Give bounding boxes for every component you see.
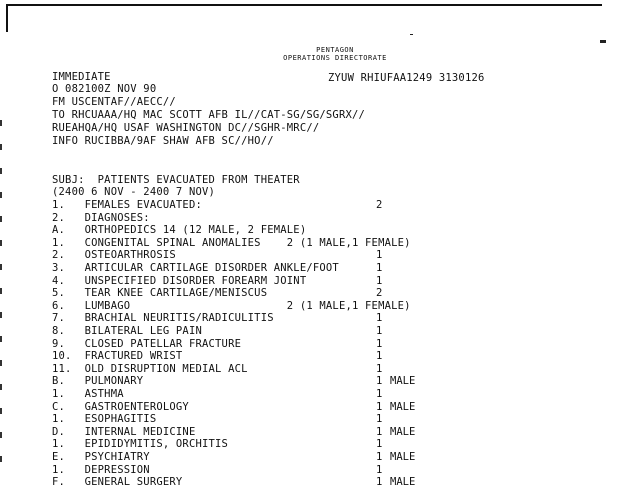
list-item-count: 2 [376, 287, 383, 299]
list-item-note: MALE [390, 401, 416, 413]
list-item-text: B. PULMONARY [52, 375, 144, 387]
to-line-2: RUEAHQA/HQ USAF WASHINGTON DC//SGHR-MRC// [52, 122, 320, 134]
list-item-note: MALE [390, 375, 416, 387]
list-item-text: 11. OLD DISRUPTION MEDIAL ACL [52, 363, 248, 375]
list-item-count: 1 [376, 476, 383, 488]
list-item-count: 1 [376, 338, 383, 350]
list-item-count: 1 [376, 350, 383, 362]
list-item-count: 1 [376, 262, 383, 274]
scan-border-top [6, 4, 602, 6]
list-item-count: 1 [376, 363, 383, 375]
list-item-text: 5. TEAR KNEE CARTILAGE/MENISCUS [52, 287, 268, 299]
list-item-text: 2. DIAGNOSES: [52, 212, 150, 224]
letterhead-org: PENTAGON [316, 46, 354, 54]
list-item-count: 1 [376, 464, 383, 476]
document-letterhead [0, 46, 640, 62]
list-item-note: MALE [390, 451, 416, 463]
scan-border-left [6, 4, 8, 32]
list-item-text: 8. BILATERAL LEG PAIN [52, 325, 202, 337]
list-item-count: 1 [376, 275, 383, 287]
info-line: INFO RUCIBBA/9AF SHAW AFB SC//HO// [52, 135, 274, 147]
list-item-text: 4. UNSPECIFIED DISORDER FOREARM JOINT [52, 275, 307, 287]
scan-speck [600, 40, 606, 43]
list-item-count: 1 [376, 451, 383, 463]
list-item-text: 3. ARTICULAR CARTILAGE DISORDER ANKLE/FOOT [52, 262, 339, 274]
letterhead-directorate: OPERATIONS DIRECTORATE [283, 54, 387, 62]
list-item-count: 1 [376, 401, 383, 413]
list-item-text: C. GASTROENTEROLOGY [52, 401, 189, 413]
list-item-count: 1 [376, 312, 383, 324]
list-item-count: 1 [376, 249, 383, 261]
list-item-count: 2 [376, 199, 383, 211]
list-item-text: 2. OSTEOARTHROSIS [52, 249, 176, 261]
scan-speck [410, 34, 413, 35]
list-item-note: MALE [390, 426, 416, 438]
list-item-text: F. GENERAL SURGERY [52, 476, 183, 488]
list-item-count: 1 [376, 438, 383, 450]
list-item-text: 6. LUMBAGO 2 (1 MALE,1 FEMALE) [52, 300, 411, 312]
list-item-text: 1. ASTHMA [52, 388, 124, 400]
list-item-text: A. ORTHOPEDICS 14 (12 MALE, 2 FEMALE) [52, 224, 307, 236]
list-item-text: 1. CONGENITAL SPINAL ANOMALIES 2 (1 MALE,1 FEMALE) [52, 237, 411, 249]
subject-period: (2400 6 NOV - 2400 7 NOV) [52, 186, 216, 198]
list-item-text: 10. FRACTURED WRIST [52, 350, 183, 362]
scan-margin-marks [0, 120, 3, 480]
list-item-count: 1 [376, 325, 383, 337]
list-item-text: 7. BRACHIAL NEURITIS/RADICULITIS [52, 312, 274, 324]
list-item-text: E. PSYCHIATRY [52, 451, 150, 463]
precedence: IMMEDIATE [52, 71, 111, 83]
list-item-count: 1 [376, 413, 383, 425]
list-item-count: 1 [376, 426, 383, 438]
list-item-count: 1 [376, 375, 383, 387]
to-line-1: TO RHCUAAA/HQ MAC SCOTT AFB IL//CAT-SG/SG/SGRX// [52, 109, 366, 121]
list-item-text: 9. CLOSED PATELLAR FRACTURE [52, 338, 242, 350]
routing-indicator: ZYUW RHIUFAA1249 3130126 [328, 72, 485, 84]
list-item-text: 1. DEPRESSION [52, 464, 150, 476]
subject-line: SUBJ: PATIENTS EVACUATED FROM THEATER [52, 174, 300, 186]
list-item-note: MALE [390, 476, 416, 488]
list-item-text: 1. ESOPHAGITIS [52, 413, 157, 425]
list-item-text: D. INTERNAL MEDICINE [52, 426, 196, 438]
from-line: FM USCENTAF//AECC// [52, 96, 176, 108]
list-item-count: 1 [376, 388, 383, 400]
list-item-text: 1. EPIDIDYMITIS, ORCHITIS [52, 438, 229, 450]
date-time-group: O 082100Z NOV 90 [52, 83, 157, 95]
list-item-text: 1. FEMALES EVACUATED: [52, 199, 202, 211]
